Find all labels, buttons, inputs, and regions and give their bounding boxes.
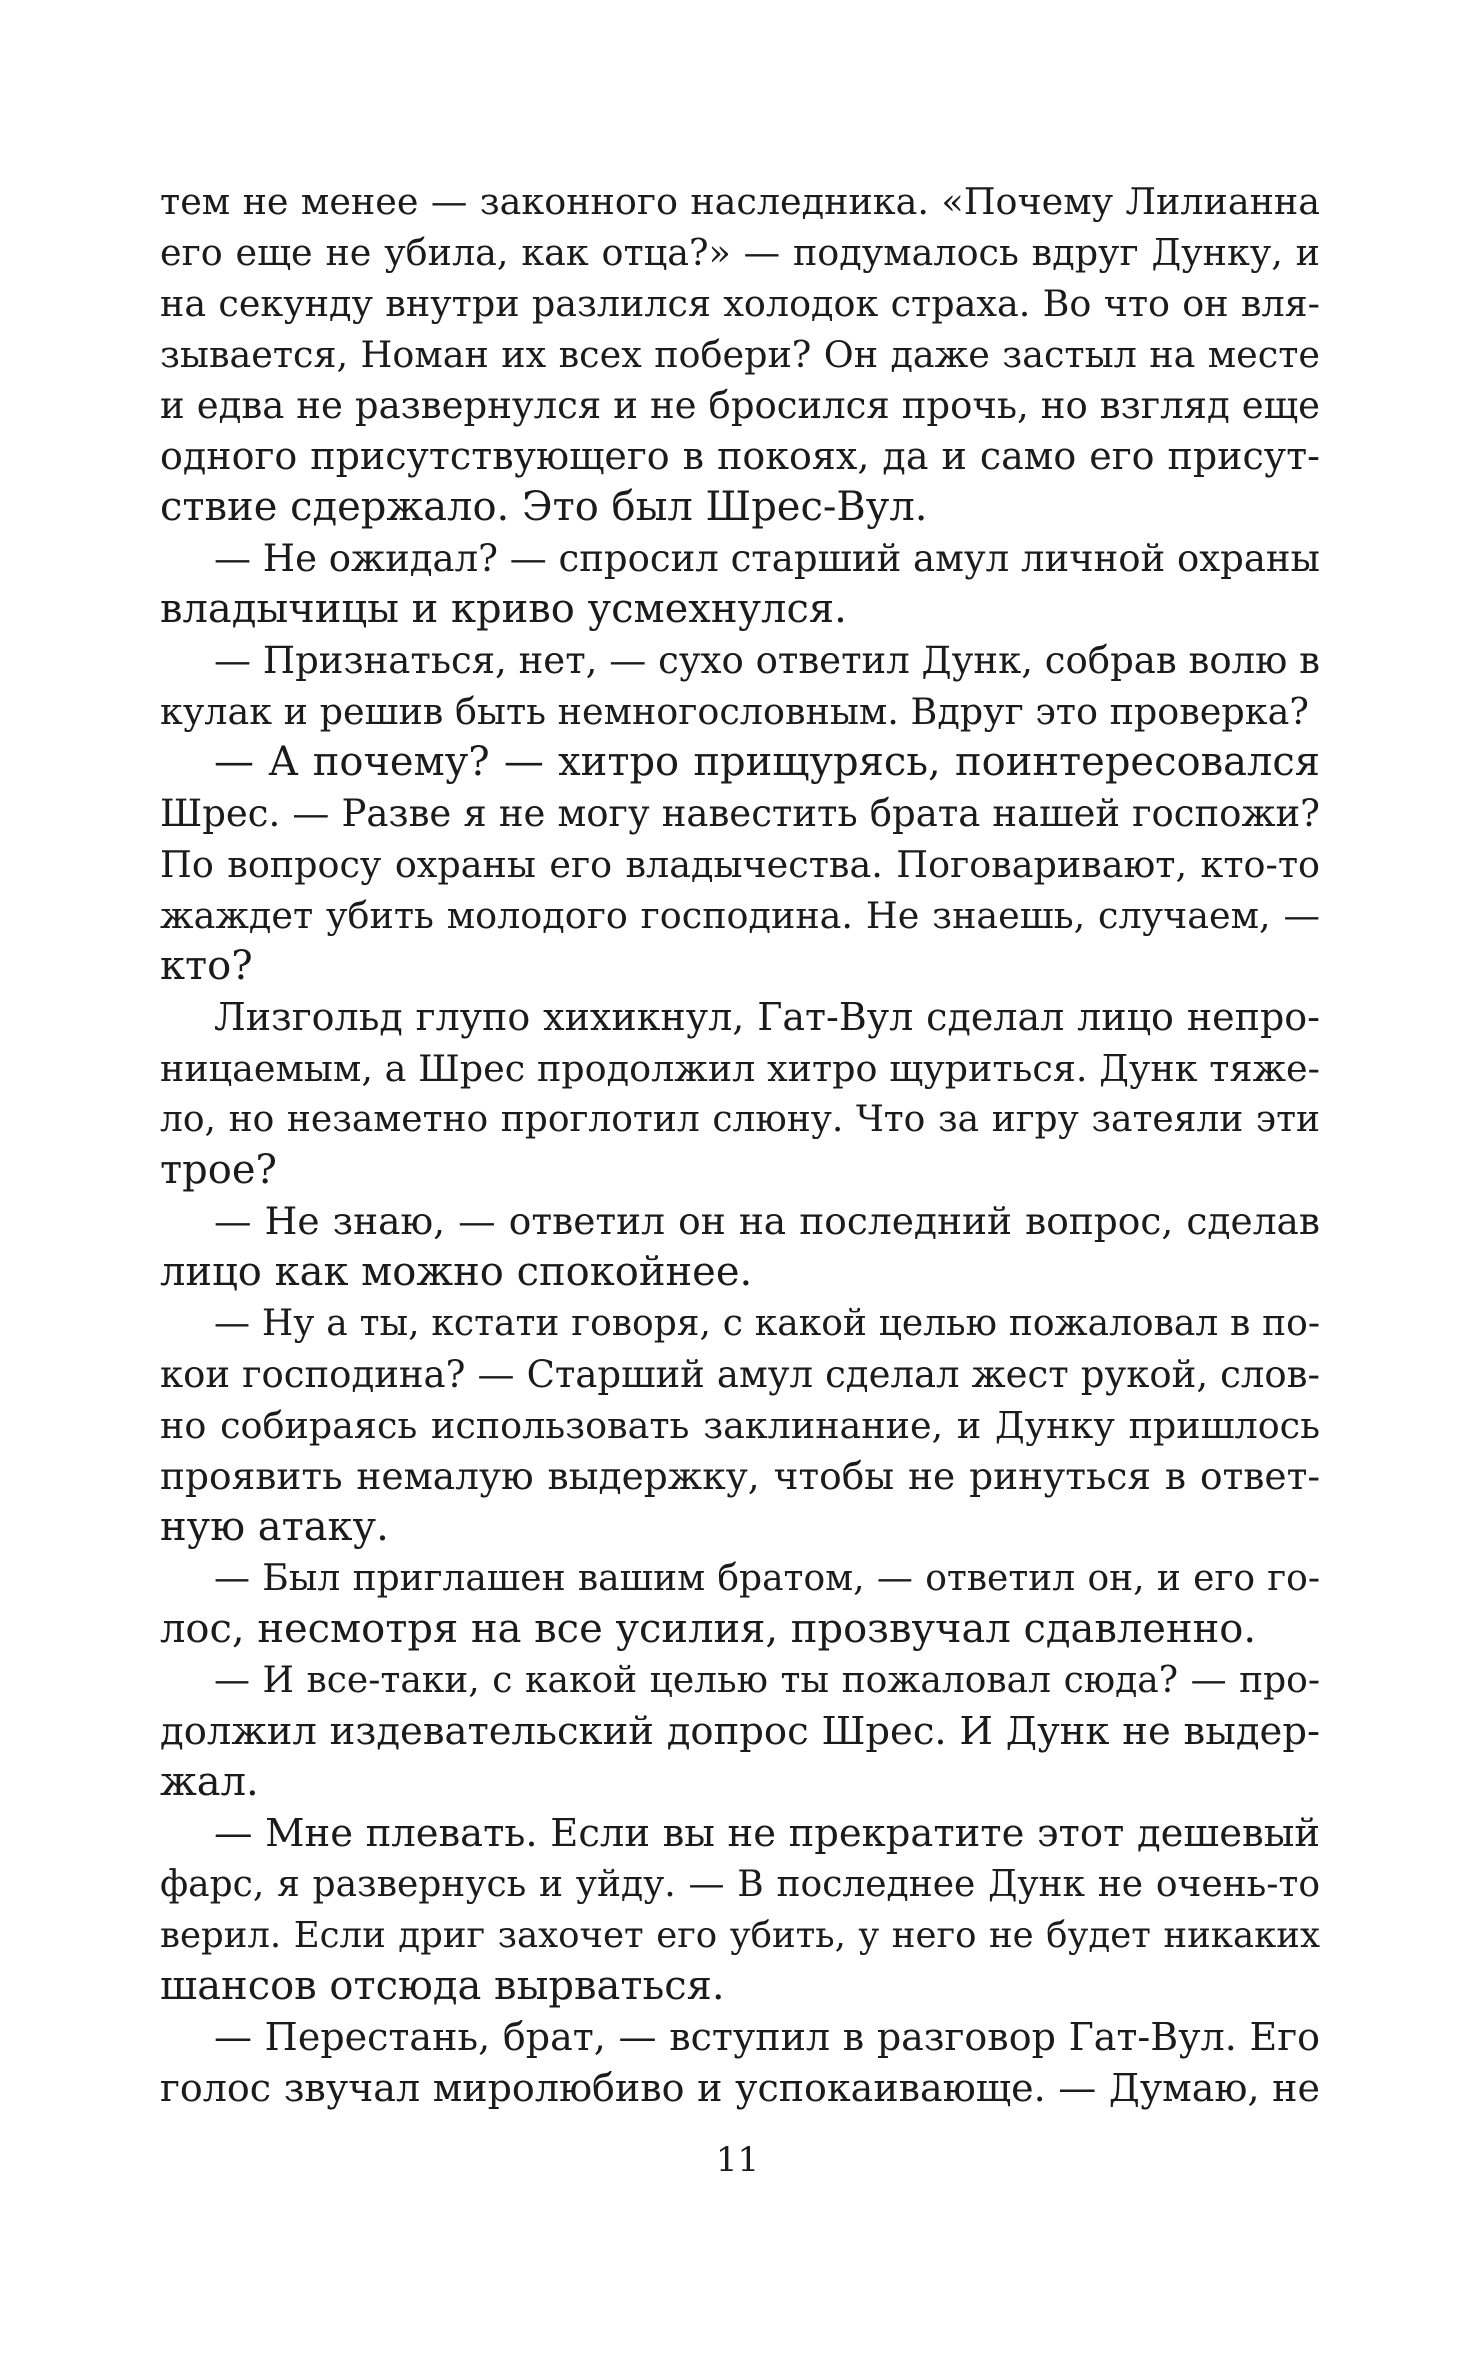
text-line: — Признаться, нет, — сухо ответил Дунк, собрав волю в	[214, 639, 1320, 682]
text-line: ницаемым, а Шрес продолжил хитро щуриться. Дунк тяже-	[160, 1047, 1320, 1090]
text-line: — Мне плевать. Если вы не прекратите этот дешевый	[214, 1811, 1320, 1856]
text-line: одного присутствующего в покоях, да и само его присут-	[160, 434, 1320, 478]
text-line: — Был приглашен вашим братом, — ответил он, и его го-	[214, 1558, 1320, 1599]
text-line: шансов отсюда вырваться.	[160, 1963, 725, 2009]
text-line: Шрес. — Разве я не могу навестить брата нашей госпожи?	[160, 792, 1320, 835]
text-line: лицо как можно спокойнее.	[160, 1249, 753, 1295]
text-line: фарс, я развернусь и уйду. — В последнее Дунк не очень-то	[160, 1864, 1320, 1905]
text-line: трое?	[160, 1147, 277, 1193]
page-body	[160, 176, 1320, 2114]
text-line: кулак и решив быть немногословным. Вдруг это проверка?	[160, 690, 1309, 733]
text-line: голос звучал миролюбиво и успокаивающе. — Думаю, не	[160, 2066, 1320, 2110]
text-line: ло, но незаметно проглотил слюну. Что за игру затеяли эти	[160, 1099, 1320, 1140]
text-line: ствие сдержало. Это был Шрес-Вул.	[160, 484, 928, 530]
text-line: лос, несмотря на все усилия, прозвучал сдавленно.	[160, 1606, 1257, 1652]
text-line: — Не ожидал? — спросил старший амул личной охраны	[214, 537, 1320, 580]
text-line: на секунду внутри разлился холодок страха. Во что он вля-	[160, 282, 1320, 325]
text-line: Лизгольд глупо хихикнул, Гат-Вул сделал лицо непро-	[214, 995, 1320, 1039]
text-line: верил. Если дриг захочет его убить, у него не будет никаких	[160, 1915, 1320, 1956]
text-line: жал.	[160, 1759, 259, 1805]
text-line: зывается, Номан их всех побери? Он даже застыл на месте	[160, 333, 1320, 376]
text-line: но собираясь использовать заклинание, и Дунку пришлось	[160, 1404, 1320, 1447]
text-line: — Перестань, брат, — вступил в разговор Гат-Вул. Его	[214, 2015, 1320, 2059]
text-line: По вопросу охраны его владычества. Поговаривают, кто-то	[160, 843, 1320, 886]
text-line: жаждет убить молодого господина. Не знаешь, случаем, —	[160, 894, 1320, 937]
text-line: кои господина? — Старший амул сделал жест рукой, слов-	[160, 1353, 1320, 1396]
text-line: его еще не убила, как отца?» — подумалось вдруг Дунку, и	[160, 231, 1320, 274]
text-line: — И все-таки, с какой целью ты пожаловал сюда? — про-	[214, 1660, 1320, 1701]
text-line: проявить немалую выдержку, чтобы не ринуться в ответ-	[160, 1454, 1320, 1498]
text-line: владычицы и криво усмехнулся.	[160, 586, 847, 632]
text-line: — Ну а ты, кстати говоря, с какой целью пожаловал в по-	[214, 1303, 1320, 1344]
text-line: и едва не развернулся и не бросился прочь, но взгляд еще	[160, 384, 1320, 427]
text-line: ную атаку.	[160, 1504, 389, 1550]
text-line: кто?	[160, 943, 253, 989]
text-line: тем не менее — законного наследника. «Почему Лилианна	[160, 180, 1320, 223]
text-line: — А почему? — хитро прищурясь, поинтересовался	[214, 739, 1320, 785]
text-line: — Не знаю, — ответил он на последний вопрос, сделав	[214, 1199, 1320, 1243]
page-number: 11	[715, 2140, 760, 2180]
text-line: должил издевательский допрос Шрес. И Дунк не выдер-	[160, 1709, 1320, 1754]
